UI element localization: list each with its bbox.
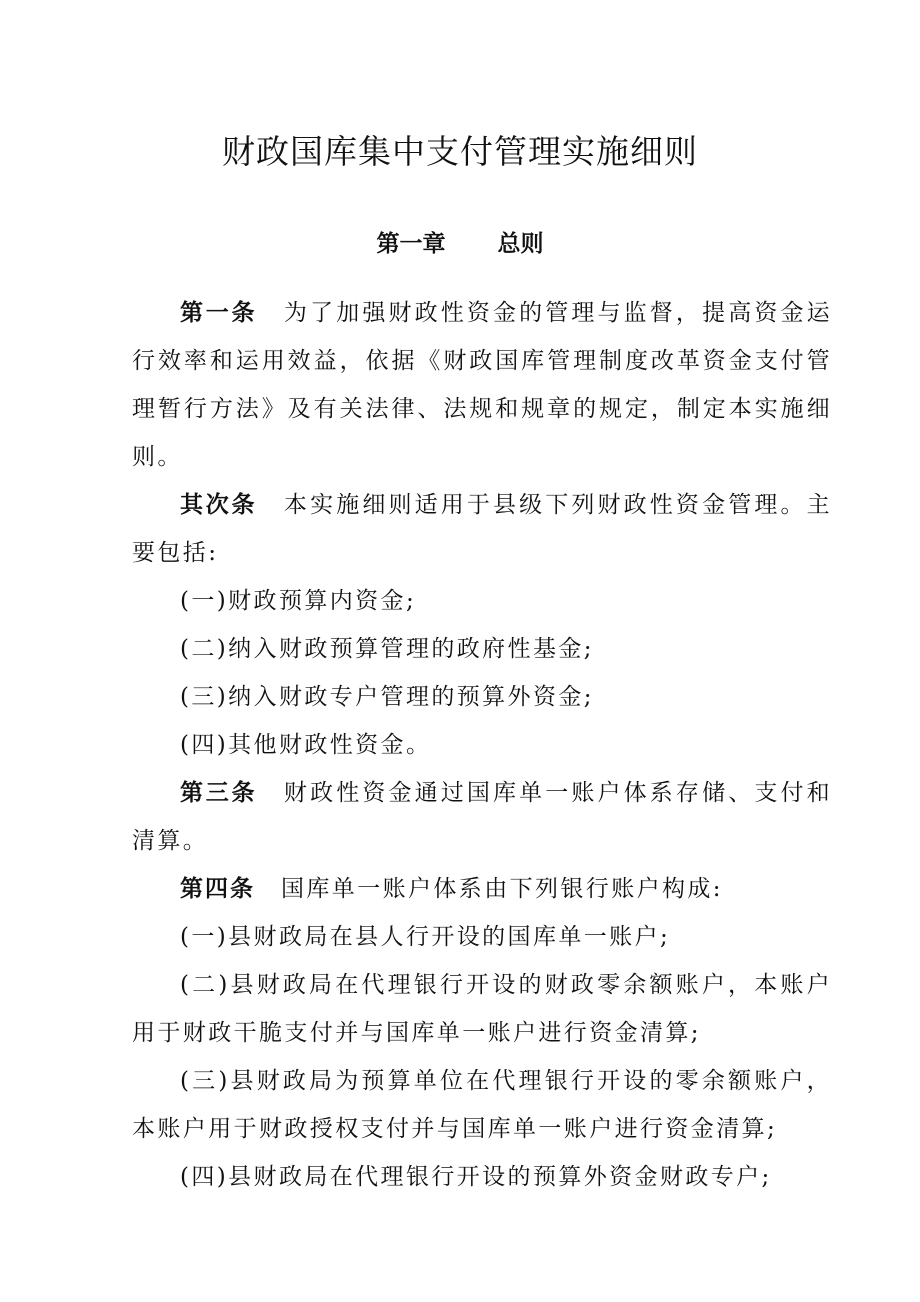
document-title: 财政国库集中支付管理实施细则 [222,132,698,171]
article-4 [132,865,832,913]
list-item: (三)纳入财政专户管理的预算外资金; [180,684,594,710]
list-item: (二)县财政局在代理银行开设的财政零余额账户，本账户用于财政干脆支付并与国库单一账户进行资金清算; [132,972,832,1046]
article-text: 为了加强财政性资金的管理与监督，提高资金运行效率和运用效益，依据《财政国库管理制度改革资金支付管理暂行方法》及有关法律、法规和规章的规定，制定本实施细则。 [132,300,832,470]
article-label: 第一条 [180,300,258,326]
list-item: (四)其他财政性资金。 [180,732,432,758]
chapter-label: 第一章 [376,231,446,257]
article-label: 第四条 [180,876,255,902]
article-label: 其次条 [180,492,258,518]
list-item: (一)县财政局在县人行开设的国库单一账户; [180,924,671,950]
document-body [132,289,832,1201]
article-3 [132,769,832,865]
article-text: 财政性资金通过国库单一账户体系存储、支付和清算。 [132,780,832,854]
article-label: 第三条 [180,780,258,806]
article-2 [132,481,832,577]
list-item: (二)纳入财政预算管理的政府性基金; [180,636,594,662]
list-item: (一)财政预算内资金; [180,588,417,614]
chapter-name: 总则 [497,231,544,257]
list-item: (四)县财政局在代理银行开设的预算外资金财政专户; [180,1164,772,1190]
chapter-heading [0,226,920,262]
list-item: (三)县财政局为预算单位在代理银行开设的零余额账户，本账户用于财政授权支付并与国库单一账户进行资金清算; [132,1068,832,1142]
article-text: 国库单一账户体系由下列银行账户构成: [281,876,723,902]
article-1 [132,289,832,481]
article-text: 本实施细则适用于县级下列财政性资金管理。主要包括: [132,492,832,566]
